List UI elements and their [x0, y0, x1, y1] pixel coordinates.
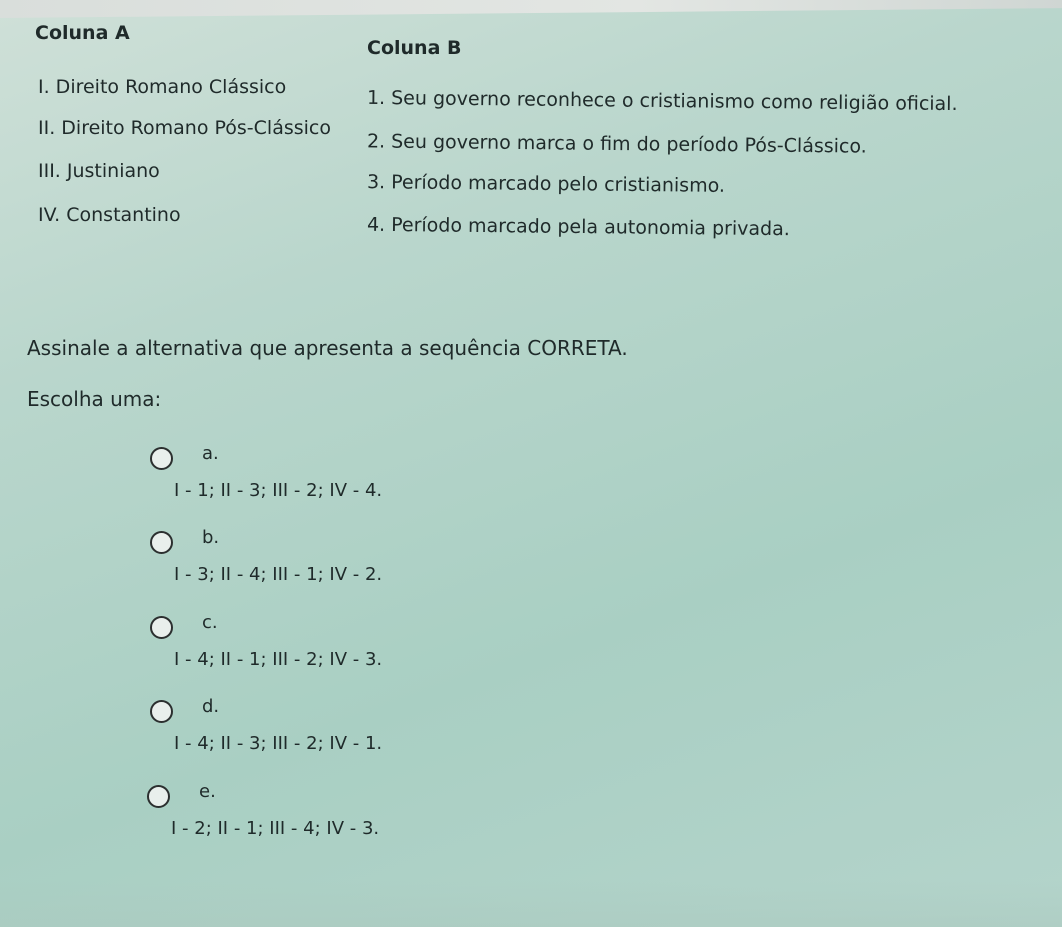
column-a-item: II. Direito Romano Pós-Clássico — [38, 117, 331, 139]
bottom-edge — [0, 880, 1062, 927]
radio-button[interactable] — [147, 785, 170, 808]
option-text[interactable]: I - 4; II - 1; III - 2; IV - 3. — [174, 649, 383, 670]
option-letter: b. — [202, 527, 220, 548]
radio-button[interactable] — [150, 616, 173, 639]
column-b-item: 3. Período marcado pelo cristianismo. — [366, 171, 726, 197]
option-letter: d. — [202, 696, 220, 717]
choose-label: Escolha uma: — [27, 387, 162, 411]
option-letter: c. — [202, 612, 218, 633]
option-a[interactable] — [148, 443, 548, 513]
column-a-item: I. Direito Romano Clássico — [38, 76, 287, 98]
option-b[interactable] — [148, 527, 548, 597]
column-b-header: Coluna B — [367, 37, 462, 59]
column-b-item: 4. Período marcado pela autonomia privada. — [366, 213, 790, 241]
column-a-item: III. Justiniano — [38, 160, 160, 182]
option-letter: a. — [202, 443, 219, 464]
option-letter: e. — [199, 781, 216, 802]
option-e[interactable] — [145, 781, 545, 851]
option-c[interactable] — [148, 612, 548, 682]
column-a-header: Coluna A — [35, 22, 130, 44]
column-a-item: IV. Constantino — [38, 204, 181, 226]
option-d[interactable] — [148, 696, 548, 766]
option-text[interactable]: I - 2; II - 1; III - 4; IV - 3. — [171, 818, 380, 839]
option-text[interactable]: I - 1; II - 3; III - 2; IV - 4. — [174, 480, 383, 501]
option-text[interactable]: I - 4; II - 3; III - 2; IV - 1. — [174, 733, 383, 754]
radio-button[interactable] — [150, 447, 173, 470]
option-text[interactable]: I - 3; II - 4; III - 1; IV - 2. — [174, 564, 383, 585]
column-b-item: 1. Seu governo reconhece o cristianismo como religião oficial. — [366, 86, 958, 116]
question-prompt: Assinale a alternativa que apresenta a sequência CORRETA. — [27, 336, 628, 360]
radio-button[interactable] — [150, 700, 173, 723]
radio-button[interactable] — [150, 531, 173, 554]
column-b-item: 2. Seu governo marca o fim do período Pós-Clássico. — [366, 130, 867, 158]
